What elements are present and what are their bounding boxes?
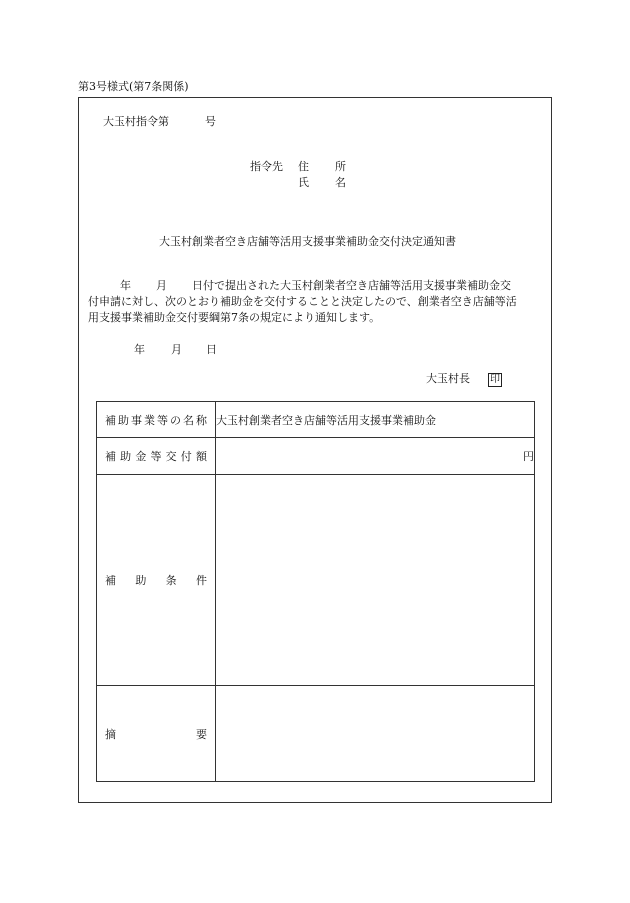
order-number-prefix: 大玉村指令第 xyxy=(103,115,169,128)
remarks-value xyxy=(216,686,535,782)
paragraph-line-1-text: 日付で提出された大玉村創業者空き店舗等活用支援事業補助金交 xyxy=(192,279,511,292)
order-number-suffix: 号 xyxy=(205,115,216,128)
label-char: 金 xyxy=(135,450,147,463)
blank-year-label: 年 xyxy=(120,279,131,292)
label-char: 要 xyxy=(196,727,207,741)
signer-line xyxy=(426,372,502,387)
program-name-value: 大玉村創業者空き店舗等活用支援事業補助金 xyxy=(216,402,535,438)
date-year-label: 年 xyxy=(134,343,145,356)
subsidy-conditions-label xyxy=(97,475,216,686)
table-row xyxy=(97,686,535,782)
label-char: 補 xyxy=(105,450,116,463)
paragraph-line-1 xyxy=(88,278,550,294)
label-char: 交 xyxy=(165,450,177,463)
label-char: 助 xyxy=(135,574,147,587)
grant-amount-value: 円 xyxy=(216,438,535,475)
date-month-label: 月 xyxy=(171,343,182,356)
address-label-char-2: 所 xyxy=(335,160,346,173)
label-char: 業 xyxy=(144,413,155,427)
notice-paragraph xyxy=(88,278,550,326)
subsidy-details-table xyxy=(96,401,535,782)
form-number-title: 第3号様式(第7条関係) xyxy=(78,80,189,93)
label-char: 摘 xyxy=(105,727,116,741)
remarks-label xyxy=(97,686,216,782)
name-label-char-2: 名 xyxy=(335,176,346,189)
paragraph-line-2: 付申請に対し、次のとおり補助金を交付することと決定したので、創業者空き店舗等活 xyxy=(88,295,517,308)
label-char: 助 xyxy=(120,450,132,463)
label-char: 事 xyxy=(131,413,142,427)
subsidy-conditions-value xyxy=(216,475,535,686)
label-char: 名 xyxy=(183,413,194,427)
label-char: 額 xyxy=(195,450,207,463)
label-char: 助 xyxy=(118,413,129,427)
addressee-label: 指令先 xyxy=(250,160,283,173)
label-char: の xyxy=(170,413,181,427)
table-row xyxy=(97,475,535,686)
label-char: 件 xyxy=(195,574,207,587)
paragraph-line-3: 用支援事業補助金交付要綱第7条の規定により通知します。 xyxy=(88,311,381,324)
label-char: 等 xyxy=(150,450,162,463)
seal-stamp: 印 xyxy=(490,374,500,385)
label-char: 補 xyxy=(105,574,116,587)
label-char: 等 xyxy=(157,413,168,427)
label-char: 条 xyxy=(165,574,177,587)
grant-amount-label xyxy=(97,438,216,475)
name-label-char-1: 氏 xyxy=(298,176,309,189)
label-char: 称 xyxy=(196,413,207,427)
address-label-char-1: 住 xyxy=(298,160,309,173)
table-row xyxy=(97,402,535,438)
program-name-label xyxy=(97,402,216,438)
label-char: 補 xyxy=(105,413,116,427)
signer-name: 大玉村長 xyxy=(426,372,470,385)
blank-month-label: 月 xyxy=(156,279,167,292)
label-char: 付 xyxy=(180,450,192,463)
table-row xyxy=(97,438,535,475)
date-day-label: 日 xyxy=(206,343,217,356)
document-title: 大玉村創業者空き店舗等活用支援事業補助金交付決定通知書 xyxy=(159,235,456,248)
